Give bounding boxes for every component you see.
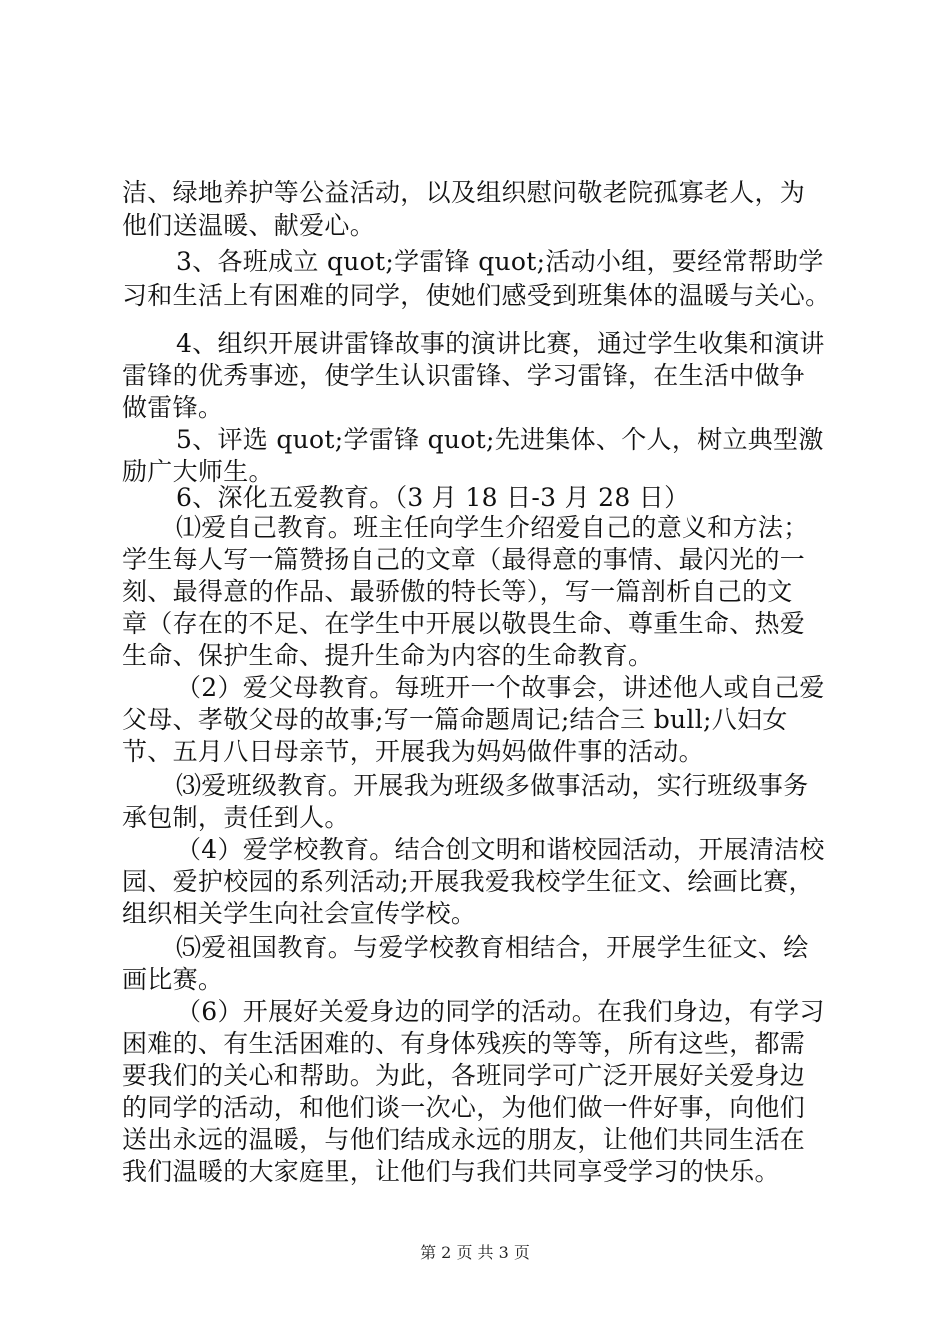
text-line: 章（存在的不足、在学生中开展以敬畏生命、尊重生命、热爱 bbox=[122, 609, 806, 638]
text-line: 节、五月八日母亲节，开展我为妈妈做件事的活动。 bbox=[122, 737, 704, 766]
text-line: （6）开展好关爱身边的同学的活动。在我们身边，有学习 bbox=[176, 997, 825, 1026]
text-line: 承包制，责任到人。 bbox=[122, 803, 350, 832]
text-line: 4、组织开展讲雷锋故事的演讲比赛，通过学生收集和演讲 bbox=[176, 329, 825, 358]
text-line: （2）爱父母教育。每班开一个故事会，讲述他人或自己爱 bbox=[176, 673, 825, 702]
text-line: 做雷锋。 bbox=[122, 393, 224, 422]
text-line: 3、各班成立 quot;学雷锋 quot;活动小组，要经常帮助学 bbox=[176, 247, 824, 276]
text-line: ⑴爱自己教育。班主任向学生介绍爱自己的意义和方法； bbox=[176, 513, 809, 542]
text-line: 5、评选 quot;学雷锋 quot;先进集体、个人，树立典型激 bbox=[176, 425, 824, 454]
text-line: 刻、最得意的作品、最骄傲的特长等），写一篇剖析自己的文 bbox=[122, 577, 793, 606]
text-line: 雷锋的优秀事迹，使学生认识雷锋、学习雷锋，在生活中做争 bbox=[122, 361, 806, 390]
text-line: 送出永远的温暖，与他们结成永远的朋友，让他们共同生活在 bbox=[122, 1125, 806, 1154]
text-line: 习和生活上有困难的同学，使她们感受到班集体的温暖与关心。 bbox=[122, 281, 831, 310]
page-footer: 第 2 页 共 3 页 bbox=[420, 1243, 530, 1262]
text-line: 园、爱护校园的系列活动;开展我爱我校学生征文、绘画比赛， bbox=[122, 867, 814, 896]
text-line: 他们送温暖、献爱心。 bbox=[122, 211, 376, 240]
text-line: 要我们的关心和帮助。为此，各班同学可广泛开展好关爱身边 bbox=[122, 1061, 806, 1090]
text-line: 我们温暖的大家庭里，让他们与我们共同享受学习的快乐。 bbox=[122, 1157, 780, 1186]
text-line: （4）爱学校教育。结合创文明和谐校园活动，开展清洁校 bbox=[176, 835, 825, 864]
text-line: 生命、保护生命、提升生命为内容的生命教育。 bbox=[122, 641, 654, 670]
text-line: 学生每人写一篇赞扬自己的文章（最得意的事情、最闪光的一 bbox=[122, 545, 806, 574]
text-line: 父母、孝敬父母的故事;写一篇命题周记;结合三 bull;八妇女 bbox=[122, 705, 788, 734]
text-line: 组织相关学生向社会宣传学校。 bbox=[122, 899, 477, 928]
text-line: ⑶爱班级教育。开展我为班级多做事活动，实行班级事务 bbox=[176, 771, 809, 800]
text-line: 画比赛。 bbox=[122, 965, 224, 994]
text-line: 洁、绿地养护等公益活动，以及组织慰问敬老院孤寡老人，为 bbox=[122, 178, 806, 207]
text-line: ⑸爱祖国教育。与爱学校教育相结合，开展学生征文、绘 bbox=[176, 933, 809, 962]
text-line: 励广大师生。 bbox=[122, 457, 274, 486]
text-line: 的同学的活动，和他们谈一次心，为他们做一件好事，向他们 bbox=[122, 1093, 806, 1122]
text-line: 困难的、有生活困难的、有身体残疾的等等，所有这些，都需 bbox=[122, 1029, 806, 1058]
text-line: 6、深化五爱教育。（3 月 18 日-3 月 28 日） bbox=[176, 483, 690, 512]
